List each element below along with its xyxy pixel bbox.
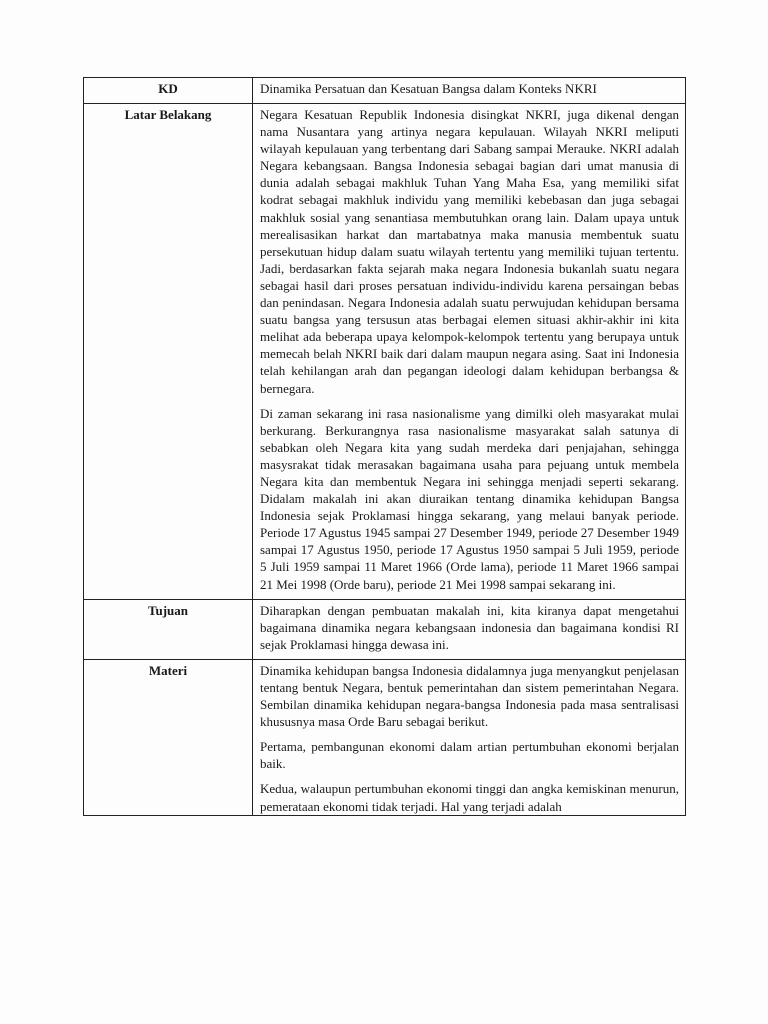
row-label-tujuan: Tujuan [84,599,253,659]
table-row-kd [84,78,686,104]
lesson-table [83,77,686,816]
row-label-materi: Materi [84,659,253,815]
paragraph: Diharapkan dengan pembuatan makalah ini, kita kiranya dapat mengetahui bagaimana dinamika negara kebangsaan indonesia dan bagaimana kondisi RI sejak Proklamasi hingga dewasa ini. [260,602,679,652]
table-row-materi [84,659,686,815]
table-row-tujuan [84,599,686,659]
paragraph: Pertama, pembangunan ekonomi dalam artian pertumbuhan ekonomi berjalan baik. [260,739,679,772]
paragraph: Kedua, walaupun pertumbuhan ekonomi tinggi dan angka kemiskinan menurun, pemerataan ekonomi tidak terjadi. Hal yang terjadi adalah [260,781,679,814]
table-row-latar-belakang [84,104,686,600]
paragraph: Negara Kesatuan Republik Indonesia disingkat NKRI, juga dikenal dengan nama Nusantara yang artinya negara kepulauan. Wilayah NKRI meliputi wilayah kepulauan yang terbentang dari Sabang sampai Merauke. NKRI adalah Negara kebangsaan. Bangsa Indonesia sebagai bagian dari umat manusia di dunia adalah sebagai makhluk Tuhan Yang Maha Esa, yang memiliki sifat kodrat sebagai makhluk individu yang memiliki kebebasan dan juga sebagai makhluk sosial yang senantiasa membutuhkan orang lain. Dalam upaya untuk merealisasikan harkat dan martabatnya maka manusia membentuk suatu persekutuan hidup dalam suatu wilayah tertentu yang memiliki tujuan tertentu. Jadi, berdasarkan fakta sejarah maka negara Indonesia bukanlah suatu negara sebagai hasil dari proses persatuan individu-individu karena persaingan bebas dan penindasan. Negara Indonesia adalah suatu perwujudan kehidupan bersama suatu bangsa yang tersusun atas berbagai elemen situasi akhir-akhir ini kita melihat ada beberapa upaya kelompok-kelompok tertentu yang berupaya untuk memecah belah NKRI baik dari dalam maupun negara asing. Saat ini Indonesia telah kehilangan arah dan pegangan ideologi dalam kehidupan berbangsa & bernegara. [260,107,679,396]
paragraph: Di zaman sekarang ini rasa nasionalisme yang dimilki oleh masyarakat mulai berkurang. Berkurangnya rasa nasionalisme masyarakat salah satunya di sebabkan oleh Negara kita yang sudah merdeka dari penjajahan, sehingga masysrakat tidak merasakan bagaimana usaha para pejuang untuk membela Negara kita dan membentuk Negara ini sehingga menjadi seperti sekarang. Didalam makalah ini akan diuraikan tentang dinamika kehidupan Bangsa Indonesia sejak Proklamasi hingga sekarang, yang melaui banyak periode. Periode 17 Agustus 1945 sampai 27 Desember 1949, periode 27 Desember 1949 sampai 17 Agustus 1950, periode 17 Agustus 1950 sampai 5 Juli 1959, periode 5 Juli 1959 sampai 11 Maret 1966 (Orde lama), periode 11 Maret 1966 sampai 21 Mei 1998 (Orde baru), periode 21 Mei 1998 sampai sekarang ini. [260,405,679,592]
row-label-latar-belakang: Latar Belakang [84,104,253,600]
row-content-tujuan [253,599,686,659]
paragraph: Dinamika kehidupan bangsa Indonesia didalamnya juga menyangkut penjelasan tentang bentuk Negara, bentuk pemerintahan dan sistem pemerintahan Negara. Sembilan dinamika kehidupan negara-bangsa Indonesia pada masa sentralisasi khususnya masa Orde Baru sebagai berikut. [260,662,679,730]
row-content-materi [253,659,686,815]
row-content-kd [253,78,686,104]
paragraph: Dinamika Persatuan dan Kesatuan Bangsa dalam Konteks NKRI [260,81,597,96]
row-content-latar-belakang [253,104,686,600]
row-label-kd: KD [84,78,253,104]
